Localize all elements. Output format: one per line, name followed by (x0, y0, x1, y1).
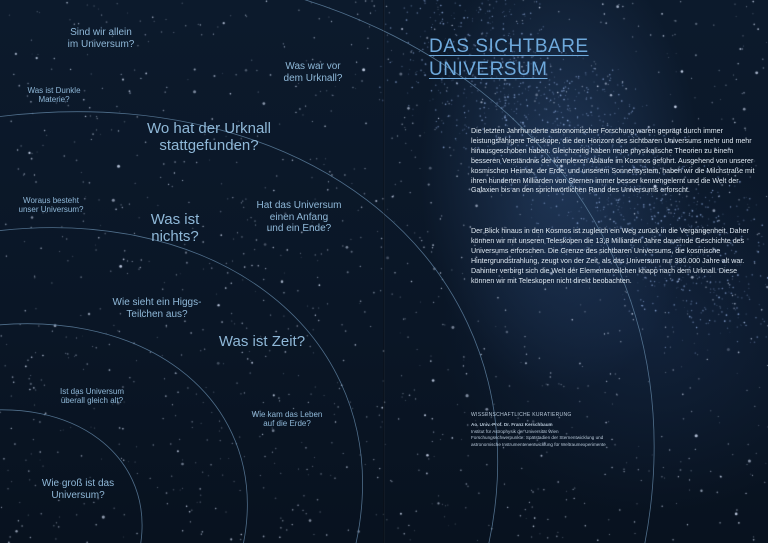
paragraph-1: Die letzten Jahrhunderte astronomischer Forschung waren geprägt durch immer leistungsfähigere Teleskope, die den Horizont des sichtbaren Universums mehr und mehr hinausgeschoben haben. Gleichzeitig haben neue physikalische Theorien zu einem besseren Verständnis der komplexen Abläufe im Kosmos geführt. Ausgehend von unserer kosmischen Heimat, der Erde, und unserem Sonnensystem, haben wir die Milchstraße mit ihren hunderten Milliarden von Sternen immer besser kennengelernt und die Welt der Galaxien bis an den sprichwörtlichen Rand des Universums erforscht. (471, 127, 755, 195)
intro-paragraph (471, 127, 755, 196)
question-what-consists: Woraus besteht unser Universum? (18, 196, 84, 215)
question-beginning-end: Hat das Universum einen Anfang und ein Ende? (256, 200, 342, 234)
page-title: DAS SICHTBARE UNIVERSUM (429, 36, 589, 80)
history-paragraph (471, 227, 755, 286)
question-dark-matter: Was ist Dunkle Materie? (27, 86, 81, 105)
question-before-big-bang: Was war vor dem Urknall? (283, 61, 343, 84)
page-fold (383, 0, 385, 543)
question-alone: Sind wir allein im Universum? (67, 27, 135, 50)
orbit-ring-1 (0, 353, 191, 543)
question-life-earth: Wie kam das Leben auf die Erde? (251, 410, 323, 429)
curation-credits (471, 412, 621, 448)
orbit-ring-3 (0, 102, 472, 543)
question-where-big-bang: Wo hat der Urknall stattgefunden? (147, 120, 271, 155)
question-higgs: Wie sieht ein Higgs- Teilchen aus? (112, 297, 202, 320)
credits-label: WISSENSCHAFTLICHE KURATIERUNG (471, 412, 572, 418)
curator-details: Institut für Astrophysik der Universität Wien Forschungsschwerpunkte: Spätstadien der Sternentwicklung und astronomische Instrumentenentwicklung für Weltraumexperimente (471, 428, 606, 447)
curator-name: Ao. Univ.-Prof. Dr. Franz Kerschbaum (471, 422, 553, 428)
paragraph-2: Der Blick hinaus in den Kosmos ist zugleich ein Weg zurück in die Vergangenheit. Daher können wir mit unseren Teleskopen die 13,8 Milliarden Jahre dauernde Geschichte des Universums erforschen. Die Grenze des sichtbaren Universums, die kosmische Hintergrundstrahlung, zeugt von der Zeit, als das Universum nur 380.000 Jahre alt war. Dahinter verbirgt sich die Welt der Elementarteilchen knapp nach dem Urknall. Diese können wir mit Teleskopen nicht direkt beobachten. (471, 227, 749, 285)
question-same-age: Ist das Universum überall gleich alt? (59, 387, 125, 406)
question-what-is-nothing: Was ist nichts? (150, 211, 200, 246)
question-what-is-time: Was ist Zeit? (218, 333, 306, 350)
question-size-universe: Wie groß ist das Universum? (41, 478, 115, 501)
